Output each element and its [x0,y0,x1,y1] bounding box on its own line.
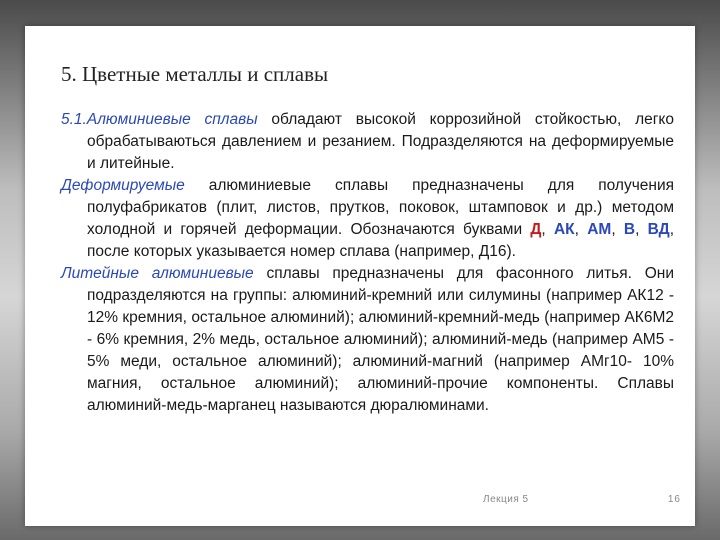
paragraph-wrought-alloys [61,175,674,263]
designation-am: АМ [587,221,612,238]
separator: , [635,221,648,238]
designation-v: В [623,221,636,238]
paragraph-aluminium-alloys [61,109,674,175]
term-cast-aluminium: Литейные алюминиевые [61,265,254,282]
paragraph-cast-alloys [61,263,674,417]
designation-vd: ВД [647,221,670,238]
paragraph-text: сплавы предназначены для фасонного литья. Они подразделяются на группы: алюминий-кремний или силумины (например АК12 - 12% кремния, остальное алюминий); алюминий-кремний-медь (например АК6М2 - 6% кремния, 2% медь, остальное алюминий); алюминий-медь (например АМ5 - 5% меди, остальное алюминий); алюминий-магний (например АМг10- 10% магния, остальное алюминий); алюминий-прочие компоненты. Сплавы алюминий-медь-марганец называются дюралюминами. [87,265,674,414]
footer-lecture: Лекция 5 [483,494,529,505]
separator: , [611,221,624,238]
designation-ak: АК [553,221,575,238]
paragraph-text: , после которых указывается номер сплава (например, Д16). [87,221,674,260]
separator: , [541,221,554,238]
paragraph-text: алюминиевые сплавы предназначены для получения полуфабрикатов (плит, листов, прутков, поковок, штамповок и др.) методом холодной и горячей деформации. Обозначаются буквами [87,177,674,238]
slide-body [61,109,674,417]
term-wrought: Деформируемые [61,177,185,194]
separator: , [574,221,588,238]
paragraph-text: обладают высокой коррозийной стойкостью, легко обрабатываються давлением и резанием. Подразделяются на деформируемые и литейные. [87,111,674,172]
slide [25,26,695,526]
term-aluminium-alloys: 5.1.Алюминиевые сплавы [61,111,258,128]
page-number: 16 [667,494,681,505]
designation-d: Д [530,221,542,238]
slide-title: 5. Цветные металлы и сплавы [61,62,329,86]
